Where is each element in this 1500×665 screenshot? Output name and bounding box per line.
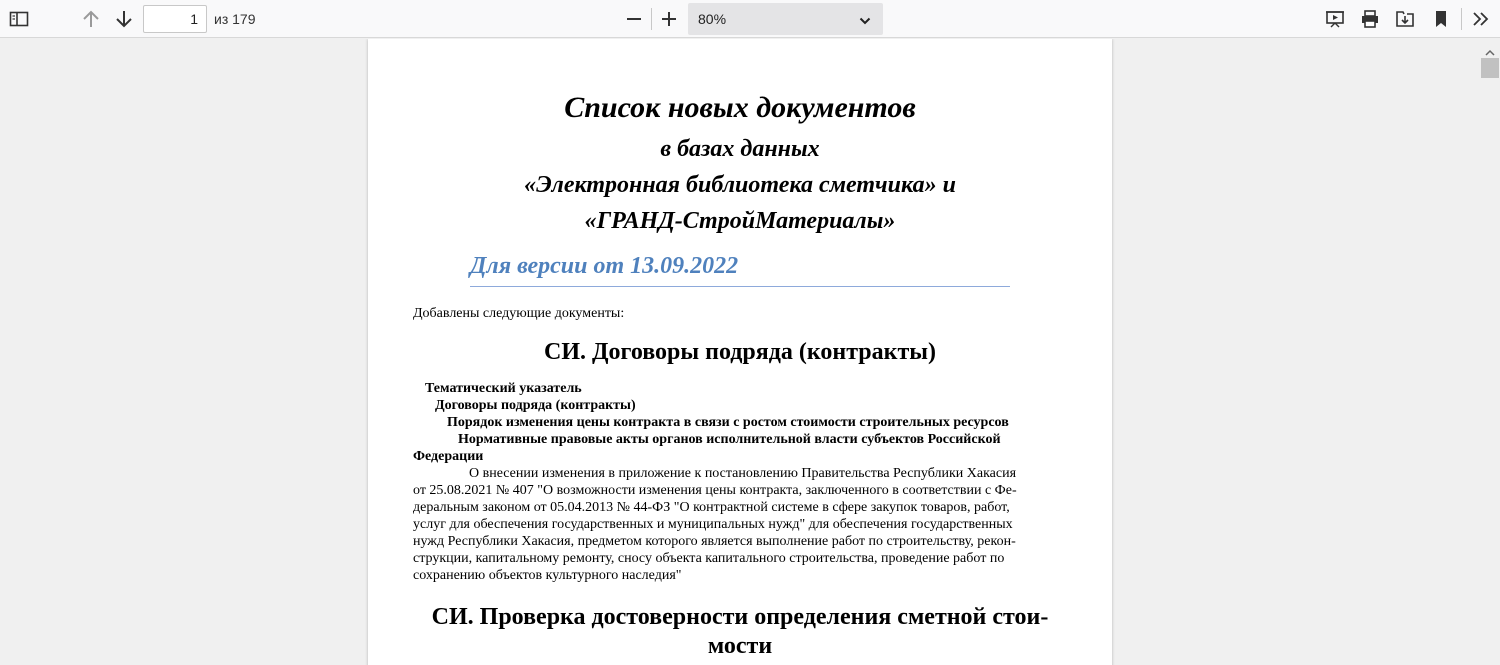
section-heading: мости — [707, 633, 773, 659]
more-tools-icon[interactable] — [1468, 5, 1494, 33]
document-subtitle: «ГРАНД-СтройМатериалы» — [584, 208, 896, 234]
document-subtitle: в базах данных — [660, 136, 820, 162]
toolbar-divider — [1461, 8, 1462, 30]
zoom-select[interactable] — [688, 3, 883, 35]
paragraph-line: нужд Республики Хакасия, предметом которого является выполнение работ по строительству, рекон- — [413, 534, 1016, 549]
document-subtitle: «Электронная библиотека сметчика» и — [524, 172, 956, 198]
toc-item: Тематический указатель — [425, 381, 582, 396]
document-title: Список новых документов — [564, 91, 916, 124]
paragraph-line: струкции, капитальному ремонту, сносу объекта капитального строительства, проведение работ по — [413, 551, 1005, 566]
scrollbar-thumb[interactable] — [1481, 58, 1499, 78]
zoom-in-icon[interactable] — [656, 5, 682, 33]
vertical-scrollbar[interactable] — [1480, 39, 1500, 665]
toc-item: Федерации — [413, 449, 484, 464]
document-viewer[interactable] — [0, 39, 1480, 665]
zoom-out-icon[interactable] — [621, 5, 647, 33]
version-heading: Для версии от 13.09.2022 — [470, 253, 739, 279]
section-heading: СИ. Договоры подряда (контракты) — [544, 339, 936, 365]
zoom-value: 80% — [698, 11, 727, 27]
print-icon[interactable] — [1357, 5, 1383, 33]
pdf-page — [368, 39, 1112, 665]
sidebar-toggle-icon[interactable] — [6, 5, 32, 33]
intro-text: Добавлены следующие документы: — [413, 306, 625, 321]
pdf-toolbar — [0, 0, 1500, 38]
paragraph-line: услуг для обеспечения государственных и муниципальных нужд" для обеспечения государственных — [413, 517, 1013, 532]
bookmark-icon[interactable] — [1428, 5, 1454, 33]
version-underline — [470, 286, 1010, 287]
presentation-icon[interactable] — [1322, 5, 1348, 33]
toolbar-divider — [651, 8, 652, 30]
section-heading: СИ. Проверка достоверности определения сметной стои- — [431, 604, 1049, 630]
paragraph-line: деральным законом от 05.04.2013 № 44-ФЗ "О контрактной системе в сфере закупок товаров, работ, — [413, 500, 1010, 515]
paragraph-line: О внесении изменения в приложение к постановлению Правительства Республики Хакасия — [469, 466, 1017, 481]
paragraph-line: от 25.08.2021 № 407 "О возможности изменения цены контракта, заключенного в соответствии с Фе- — [413, 483, 1017, 498]
arrow-down-icon[interactable] — [111, 5, 137, 33]
page-count-label: из 179 — [214, 11, 256, 27]
chevron-down-icon — [859, 13, 871, 31]
toc-item: Порядок изменения цены контракта в связи с ростом стоимости строительных ресурсов — [447, 415, 1009, 430]
arrow-up-icon[interactable] — [78, 5, 104, 33]
paragraph-line: сохранению объектов культурного наследия" — [413, 568, 682, 583]
toc-item: Нормативные правовые акты органов исполнительной власти субъектов Российской — [458, 432, 1001, 447]
page-number-input[interactable] — [143, 5, 207, 33]
save-icon[interactable] — [1392, 5, 1418, 33]
toc-item: Договоры подряда (контракты) — [435, 398, 636, 413]
